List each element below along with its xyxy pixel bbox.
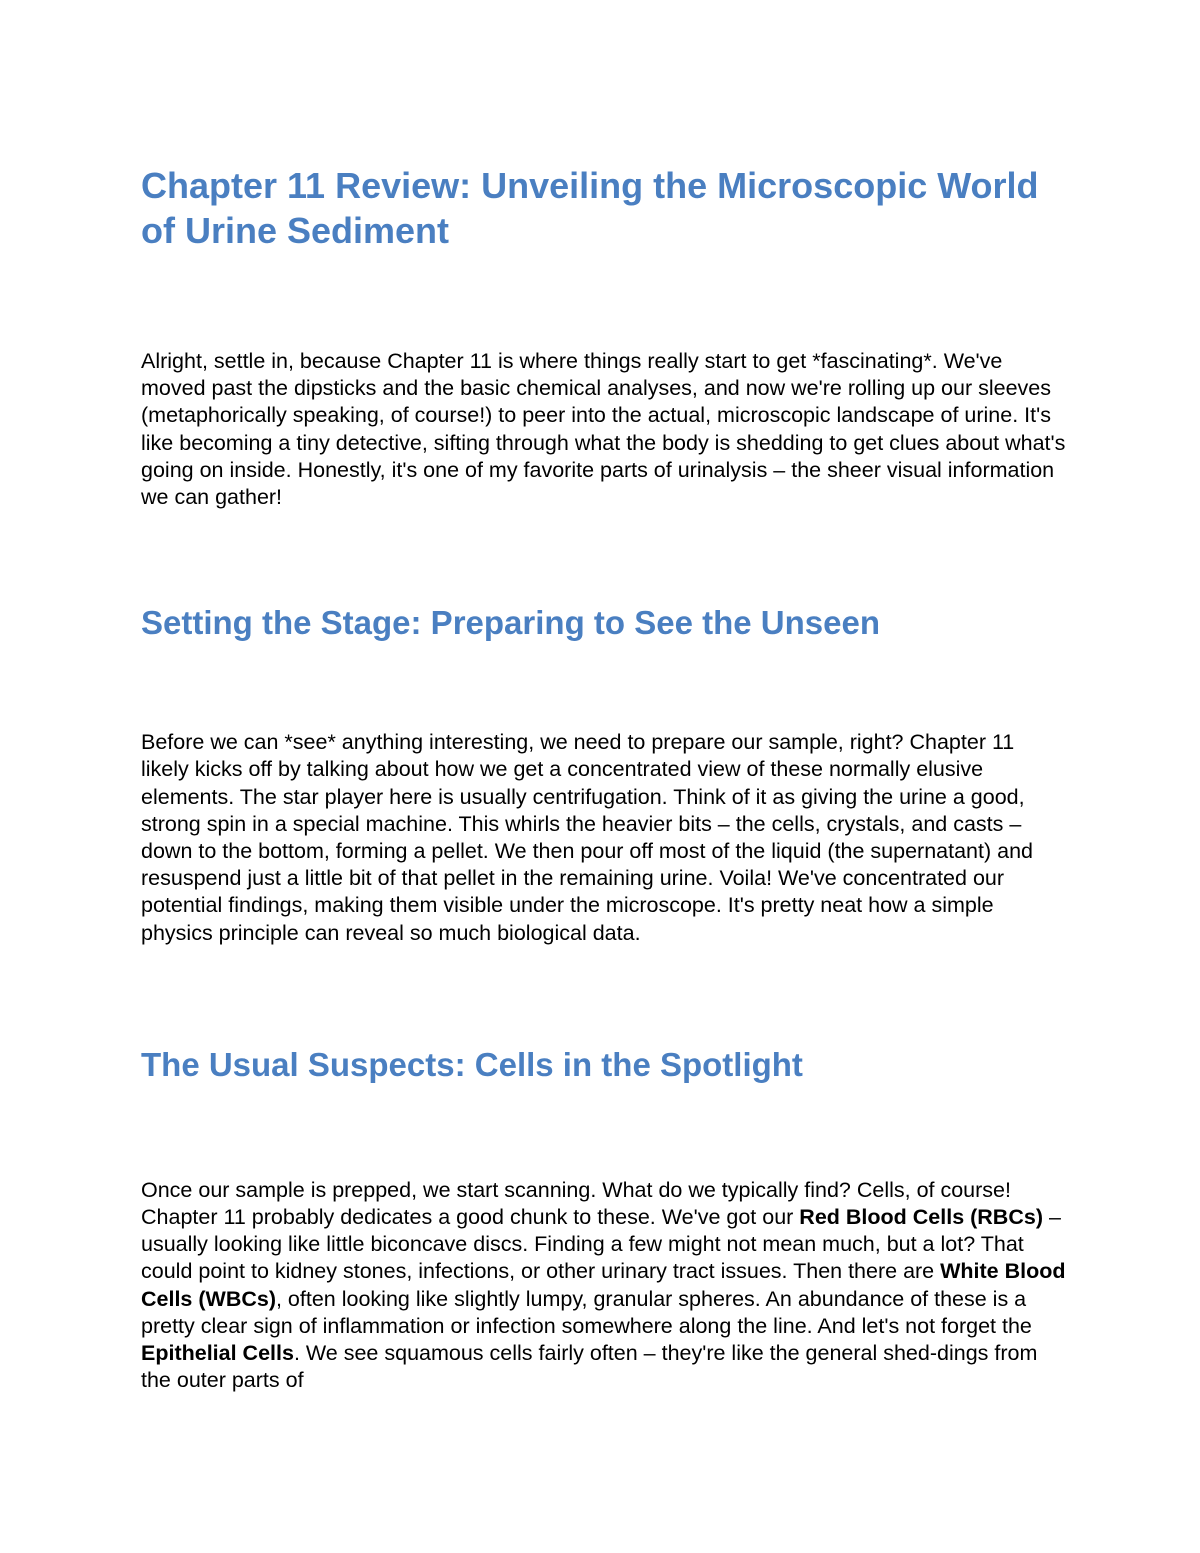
term-red-blood-cells: Red Blood Cells (RBCs): [799, 1205, 1043, 1230]
intro-paragraph: Alright, settle in, because Chapter 11 is where things really start to get *fascinating*. We've moved past the dipsticks and the basic chemical analyses, and now we're rolling up our sleeves (metaphorically speaking, of course!) to peer into the actual, microscopic landscape of urine. It's like becoming a tiny detective, sifting through what the body is shedding to get clues about what's going on inside. Honestly, it's one of my favorite parts of urinalysis – the sheer visual information we can gather!: [141, 349, 1066, 510]
paragraph-text: , often looking like slightly lumpy, granular spheres. An abundance of these is a pretty clear sign of inflammation or infection somewhere along the line. And let's not forget the: [141, 1286, 1032, 1338]
usual-suspects-paragraph: [141, 1177, 1066, 1395]
document-title: Chapter 11 Review: Unveiling the Microscopic World of Urine Sediment: [141, 165, 1039, 251]
paragraph-text: – usually looking like little biconcave discs. Finding a few might not mean much, but a lot? That could point to kidney stones, infections, or other urinary tract issues. Then there are: [141, 1205, 1061, 1284]
term-white-blood-cells: White Blood Cells (WBCs): [141, 1259, 1066, 1311]
section-heading-setting-the-stage: Setting the Stage: Preparing to See the Unseen: [141, 604, 880, 642]
paragraph-text: . We see squamous cells fairly often – they're like the general shed-dings from the outer parts of: [141, 1341, 1038, 1393]
section-heading-usual-suspects: The Usual Suspects: Cells in the Spotlight: [141, 1045, 803, 1083]
paragraph-text: Once our sample is prepped, we start scanning. What do we typically find? Cells, of course! Chapter 11 probably dedicates a good chunk to these. We've got our: [141, 1177, 1011, 1230]
document-content: [141, 163, 1066, 1394]
setting-the-stage-paragraph: Before we can *see* anything interesting, we need to prepare our sample, right? Chapter 11 likely kicks off by talking about how we get a concentrated view of these normally elusive elements. The star player here is usually centrifugation. Think of it as giving the urine a good, strong spin in a special machine. This whirls the heavier bits – the cells, crystals, and casts – down to the bottom, forming a pellet. We then pour off most of the liquid (the supernatant) and resuspend just a little bit of that pellet in the remaining urine. Voila! We've concentrated our potential findings, making them visible under the microscope. It's pretty neat how a simple physics principle can reveal so much biological data.: [141, 730, 1033, 945]
term-epithelial-cells: Epithelial Cells: [141, 1341, 294, 1366]
